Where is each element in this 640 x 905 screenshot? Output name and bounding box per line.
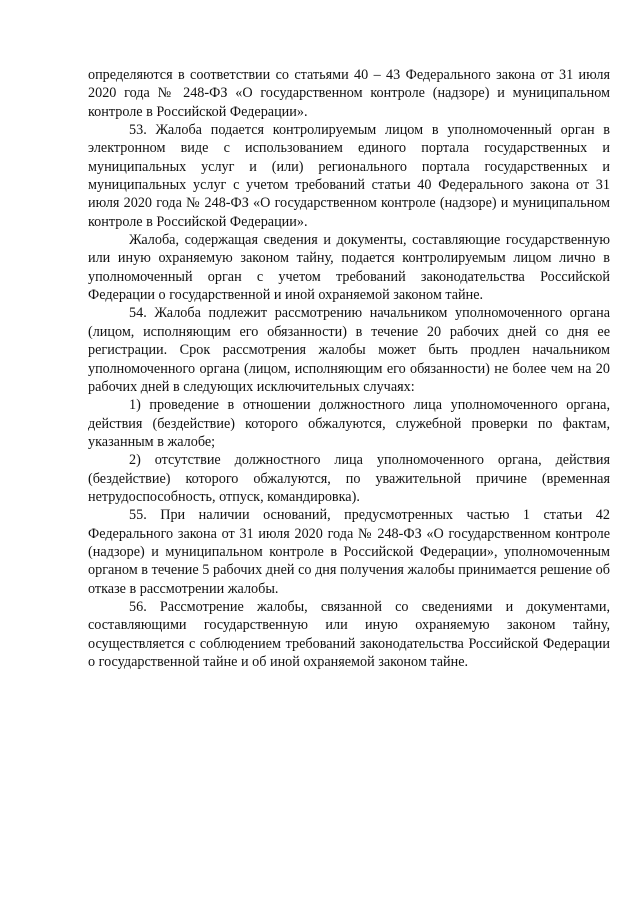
paragraph-54-item-1: 1) проведение в отношении должностного лица уполномоченного органа, действия (бездействие) которого обжалуются, служебной проверки по фактам, указанным в жалобе; (88, 397, 610, 450)
paragraph-54-item-2: 2) отсутствие должностного лица уполномоченного органа, действия (бездействие) которого обжалуются, по уважительной причине (временная нетрудоспособность, отпуск, командировка). (88, 452, 610, 505)
paragraph-56: 56. Рассмотрение жалобы, связанной со сведениями и документами, составляющими государственную или иную охраняемую законом тайну, осуществляется с соблюдением требований законодательства Российской Федерации о государственной тайне и об иной охраняемой законом тайне. (88, 598, 610, 670)
paragraph-53-secret: Жалоба, содержащая сведения и документы, составляющие государственную или иную охраняемую законом тайну, подается контролируемым лицом лично в уполномоченный орган с учетом требований законодательства Российской Федерации о государственной и иной охраняемой законом тайне. (88, 232, 610, 304)
paragraph-55: 55. При наличии оснований, предусмотренных частью 1 статьи 42 Федерального закона от 31 июля 2020 года № 248-ФЗ «О государственном контроле (надзоре) и муниципальном контроле в Российской Федерации», уполномоченным органом в течение 5 рабочих дней со дня получения жалобы принимается решение об отказе в рассмотрении жалобы. (88, 507, 610, 597)
paragraph-53: 53. Жалоба подается контролируемым лицом в уполномоченный орган в электронном виде с использованием единого портала государственных и муниципальных услуг и (или) регионального портала государственных и муниципальных услуг с учетом требований статьи 40 Федерального закона от 31 июля 2020 года № 248-ФЗ «О государственном контроле (надзоре) и муниципальном контроле в Российской Федерации». (88, 122, 610, 230)
paragraph-continuation: определяются в соответствии со статьями 40 – 43 Федерального закона от 31 июля 2020 года № 248-ФЗ «О государственном контроле (надзоре) и муниципальном контроле в Российской Федерации». (88, 67, 610, 120)
document-page (88, 66, 610, 671)
paragraph-54: 54. Жалоба подлежит рассмотрению начальником уполномоченного органа (лицом, исполняющим его обязанности) в течение 20 рабочих дней со дня ее регистрации. Срок рассмотрения жалобы может быть продлен начальником уполномоченного органа (лицом, исполняющим его обязанности) не более чем на 20 рабочих дней в следующих исключительных случаях: (88, 305, 610, 395)
